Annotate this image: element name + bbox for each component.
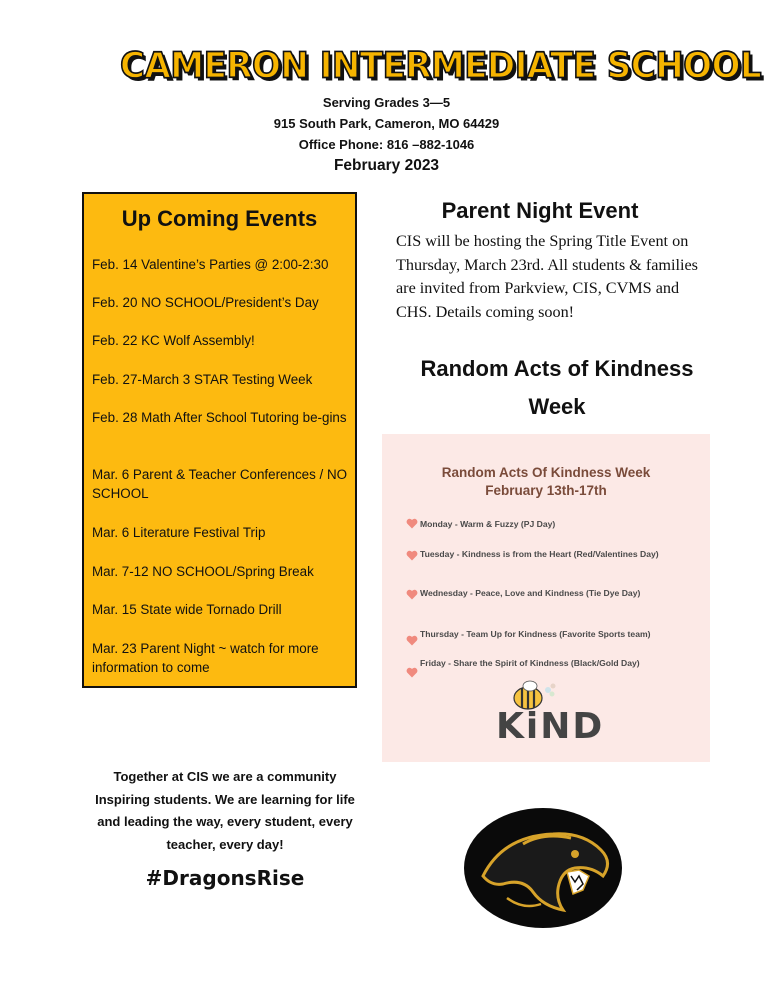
school-address: 915 South Park, Cameron, MO 64429 — [273, 116, 500, 131]
rak-title: Random Acts of Kindness Week — [420, 356, 694, 419]
heart-icon — [406, 635, 418, 646]
event-item: Mar. 15 State wide Tornado Drill — [92, 602, 282, 617]
hashtag: #DragonsRise — [145, 866, 305, 890]
school-name: CAMERON INTERMEDIATE SCHOOL — [120, 45, 762, 87]
upcoming-events-title: Up Coming Events — [121, 206, 318, 231]
event-item: Mar. 6 Parent & Teacher Conferences / NO SCHOOL — [92, 467, 348, 501]
rak-day-item: Friday - Share the Spirit of Kindness (Black/Gold Day) — [420, 658, 640, 668]
kind-graphic-text: KiND — [496, 706, 605, 747]
statement-line: Together at CIS we are a community — [113, 769, 337, 784]
heart-icon — [406, 518, 418, 529]
rak-day-item: Thursday - Team Up for Kindness (Favorite Sports team) — [420, 629, 651, 639]
grades-served: Serving Grades 3—5 — [322, 95, 451, 110]
parent-night-title: Parent Night Event — [441, 198, 639, 223]
office-phone: Office Phone: 816 –882-1046 — [298, 137, 475, 152]
rak-card-title-line1: Random Acts Of Kindness Week — [441, 465, 651, 480]
event-item: Feb. 22 KC Wolf Assembly! — [92, 333, 255, 348]
rak-day-item: Tuesday - Kindness is from the Heart (Red/Valentines Day) — [420, 549, 659, 559]
statement-line: and leading the way, every student, every — [97, 814, 353, 829]
upcoming-events-box — [82, 192, 357, 688]
parent-night-body: CIS will be hosting the Spring Title Event on Thursday, March 23rd. All students & families are invited from Parkview, CIS, CVMS and CHS. Details coming soon! — [396, 232, 698, 321]
event-item: Feb. 14 Valentine’s Parties @ 2:00-2:30 — [92, 257, 329, 272]
statement-line: teacher, every day! — [166, 836, 284, 852]
event-item: Mar. 7-12 NO SCHOOL/Spring Break — [92, 564, 314, 579]
heart-icon — [406, 667, 418, 678]
dragon-mascot-logo — [463, 806, 623, 930]
heart-icon — [406, 589, 418, 600]
newsletter-month: February 2023 — [333, 157, 440, 174]
heart-icon — [406, 550, 418, 561]
community-statement — [80, 766, 370, 856]
event-item: Mar. 23 Parent Night ~ watch for more information to come — [92, 641, 319, 675]
rak-card-title — [382, 464, 710, 500]
rak-day-item: Wednesday - Peace, Love and Kindness (Tie Dye Day) — [420, 588, 641, 598]
event-item: Feb. 27-March 3 STAR Testing Week — [92, 372, 313, 387]
event-item: Feb. 28 Math After School Tutoring be-gins — [92, 410, 347, 425]
rak-flyer — [382, 434, 710, 762]
event-item: Feb. 20 NO SCHOOL/President’s Day — [92, 295, 319, 310]
rak-day-item: Monday - Warm & Fuzzy (PJ Day) — [420, 519, 556, 529]
rak-card-dates: February 13th-17th — [485, 483, 607, 498]
statement-line: Inspiring students. We are learning for life — [95, 791, 355, 807]
event-item: Mar. 6 Literature Festival Trip — [92, 525, 266, 540]
